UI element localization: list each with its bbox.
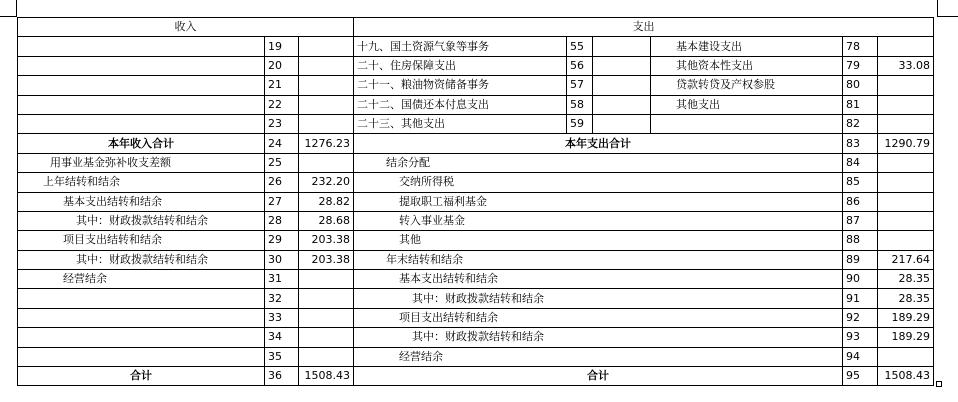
expense-amount	[878, 173, 934, 192]
expense-amount: 28.35	[878, 289, 934, 308]
expense-label: 二十一、粮油物资储备事务	[354, 76, 567, 95]
income-line-no: 36	[265, 367, 299, 386]
expense-label: 二十、住房保障支出	[354, 56, 567, 75]
expense-amount: 1508.43	[878, 367, 934, 386]
income-line-no: 35	[265, 347, 299, 366]
expense-amount: 189.29	[878, 328, 934, 347]
income-label	[18, 347, 265, 366]
expense-label: 年末结转和结余	[354, 250, 843, 269]
table-row	[18, 367, 934, 386]
income-label: 项目支出结转和结余	[18, 231, 265, 250]
income-line-no: 33	[265, 308, 299, 327]
expense-line-no: 95	[843, 367, 878, 386]
table-row	[18, 328, 934, 347]
expense-line-no: 90	[843, 270, 878, 289]
income-amount: 1276.23	[299, 134, 354, 153]
income-label	[18, 308, 265, 327]
income-label: 经营结余	[18, 270, 265, 289]
expense-label: 二十二、国债还本付息支出	[354, 95, 567, 114]
table-resize-handle[interactable]	[936, 381, 942, 387]
expense-econ-line-no: 79	[843, 56, 878, 75]
expense-amount: 217.64	[878, 250, 934, 269]
income-amount	[299, 289, 354, 308]
expense-line-no: 58	[567, 95, 593, 114]
income-amount	[299, 76, 354, 95]
expense-line-no: 86	[843, 192, 878, 211]
expense-amount	[593, 37, 651, 56]
expense-amount	[593, 56, 651, 75]
income-line-no: 27	[265, 192, 299, 211]
expense-line-no: 56	[567, 56, 593, 75]
table-row	[18, 114, 934, 133]
income-line-no: 29	[265, 231, 299, 250]
expense-header: 支出	[354, 18, 934, 37]
income-line-no: 32	[265, 289, 299, 308]
income-line-no: 28	[265, 211, 299, 230]
expense-line-no: 94	[843, 347, 878, 366]
income-amount	[299, 114, 354, 133]
income-label: 其中：财政拨款结转和结余	[18, 211, 265, 230]
corner-mark-top-left-v	[16, 0, 17, 17]
expense-amount	[878, 153, 934, 172]
expense-econ-amount	[878, 114, 934, 133]
income-amount	[299, 153, 354, 172]
income-line-no: 21	[265, 76, 299, 95]
expense-amount	[878, 192, 934, 211]
table-header-row	[18, 18, 934, 37]
income-label	[18, 37, 265, 56]
income-amount	[299, 308, 354, 327]
expense-line-no: 57	[567, 76, 593, 95]
expense-label: 基本支出结转和结余	[354, 270, 843, 289]
table-row	[18, 134, 934, 153]
table-row	[18, 153, 934, 172]
income-header: 收入	[18, 18, 354, 37]
income-amount: 203.38	[299, 250, 354, 269]
expense-econ-line-no: 82	[843, 114, 878, 133]
income-amount: 1508.43	[299, 367, 354, 386]
table-row	[18, 231, 934, 250]
income-line-no: 22	[265, 95, 299, 114]
table-row	[18, 95, 934, 114]
expense-label: 其他	[354, 231, 843, 250]
table-row	[18, 56, 934, 75]
income-amount	[299, 37, 354, 56]
expense-econ-line-no: 80	[843, 76, 878, 95]
income-label: 其中：财政拨款结转和结余	[18, 250, 265, 269]
table-row	[18, 37, 934, 56]
income-label: 基本支出结转和结余	[18, 192, 265, 211]
expense-label: 其中：财政拨款结转和结余	[354, 289, 843, 308]
income-label	[18, 56, 265, 75]
expense-label: 提取职工福利基金	[354, 192, 843, 211]
expense-label: 项目支出结转和结余	[354, 308, 843, 327]
income-label	[18, 289, 265, 308]
table-row	[18, 289, 934, 308]
expense-line-no: 84	[843, 153, 878, 172]
expense-econ-amount	[878, 76, 934, 95]
expense-amount	[878, 211, 934, 230]
expense-amount	[593, 95, 651, 114]
expense-label: 二十三、其他支出	[354, 114, 567, 133]
expense-label: 经营结余	[354, 347, 843, 366]
income-label: 上年结转和结余	[18, 173, 265, 192]
table-row	[18, 192, 934, 211]
table-row	[18, 76, 934, 95]
income-line-no: 23	[265, 114, 299, 133]
expense-line-no: 92	[843, 308, 878, 327]
expense-amount	[878, 231, 934, 250]
expense-econ-line-no: 81	[843, 95, 878, 114]
income-amount	[299, 328, 354, 347]
table-row	[18, 308, 934, 327]
table-row	[18, 173, 934, 192]
income-line-no: 24	[265, 134, 299, 153]
table-row	[18, 270, 934, 289]
income-line-no: 26	[265, 173, 299, 192]
expense-line-no: 85	[843, 173, 878, 192]
expense-line-no: 93	[843, 328, 878, 347]
income-label	[18, 95, 265, 114]
expense-econ-amount	[878, 95, 934, 114]
expense-amount	[593, 114, 651, 133]
table-row	[18, 347, 934, 366]
income-label	[18, 114, 265, 133]
income-label	[18, 76, 265, 95]
expense-line-no: 87	[843, 211, 878, 230]
income-label: 合计	[18, 367, 265, 386]
income-line-no: 34	[265, 328, 299, 347]
income-amount	[299, 270, 354, 289]
expense-label: 十九、国土资源气象等事务	[354, 37, 567, 56]
income-line-no: 19	[265, 37, 299, 56]
income-amount: 232.20	[299, 173, 354, 192]
expense-econ-label: 其他资本性支出	[651, 56, 843, 75]
expense-label: 合计	[354, 367, 843, 386]
expense-econ-label	[651, 114, 843, 133]
expense-amount	[878, 347, 934, 366]
income-label: 本年收入合计	[18, 134, 265, 153]
table-row	[18, 250, 934, 269]
income-amount: 28.68	[299, 211, 354, 230]
expense-econ-label: 基本建设支出	[651, 37, 843, 56]
expense-label: 本年支出合计	[354, 134, 843, 153]
expense-econ-amount: 33.08	[878, 56, 934, 75]
expense-line-no: 59	[567, 114, 593, 133]
income-label: 用事业基金弥补收支差额	[18, 153, 265, 172]
corner-mark-top-right	[937, 16, 958, 17]
expense-label: 交纳所得税	[354, 173, 843, 192]
income-line-no: 31	[265, 270, 299, 289]
expense-line-no: 91	[843, 289, 878, 308]
income-expense-table	[17, 17, 934, 386]
income-amount	[299, 95, 354, 114]
expense-econ-line-no: 78	[843, 37, 878, 56]
expense-econ-label: 其他支出	[651, 95, 843, 114]
expense-line-no: 88	[843, 231, 878, 250]
expense-label: 转入事业基金	[354, 211, 843, 230]
income-amount	[299, 56, 354, 75]
expense-econ-amount	[878, 37, 934, 56]
expense-amount: 1290.79	[878, 134, 934, 153]
expense-amount	[593, 76, 651, 95]
table-row	[18, 211, 934, 230]
expense-line-no: 89	[843, 250, 878, 269]
corner-mark-top-left	[0, 16, 17, 17]
expense-econ-label: 贷款转贷及产权参股	[651, 76, 843, 95]
expense-line-no: 55	[567, 37, 593, 56]
income-amount: 28.82	[299, 192, 354, 211]
income-amount: 203.38	[299, 231, 354, 250]
expense-line-no: 83	[843, 134, 878, 153]
expense-label: 结余分配	[354, 153, 843, 172]
income-line-no: 25	[265, 153, 299, 172]
income-line-no: 30	[265, 250, 299, 269]
income-label	[18, 328, 265, 347]
income-line-no: 20	[265, 56, 299, 75]
expense-label: 其中：财政拨款结转和结余	[354, 328, 843, 347]
expense-amount: 189.29	[878, 308, 934, 327]
income-amount	[299, 347, 354, 366]
expense-amount: 28.35	[878, 270, 934, 289]
corner-mark-top-right-v	[937, 0, 938, 17]
